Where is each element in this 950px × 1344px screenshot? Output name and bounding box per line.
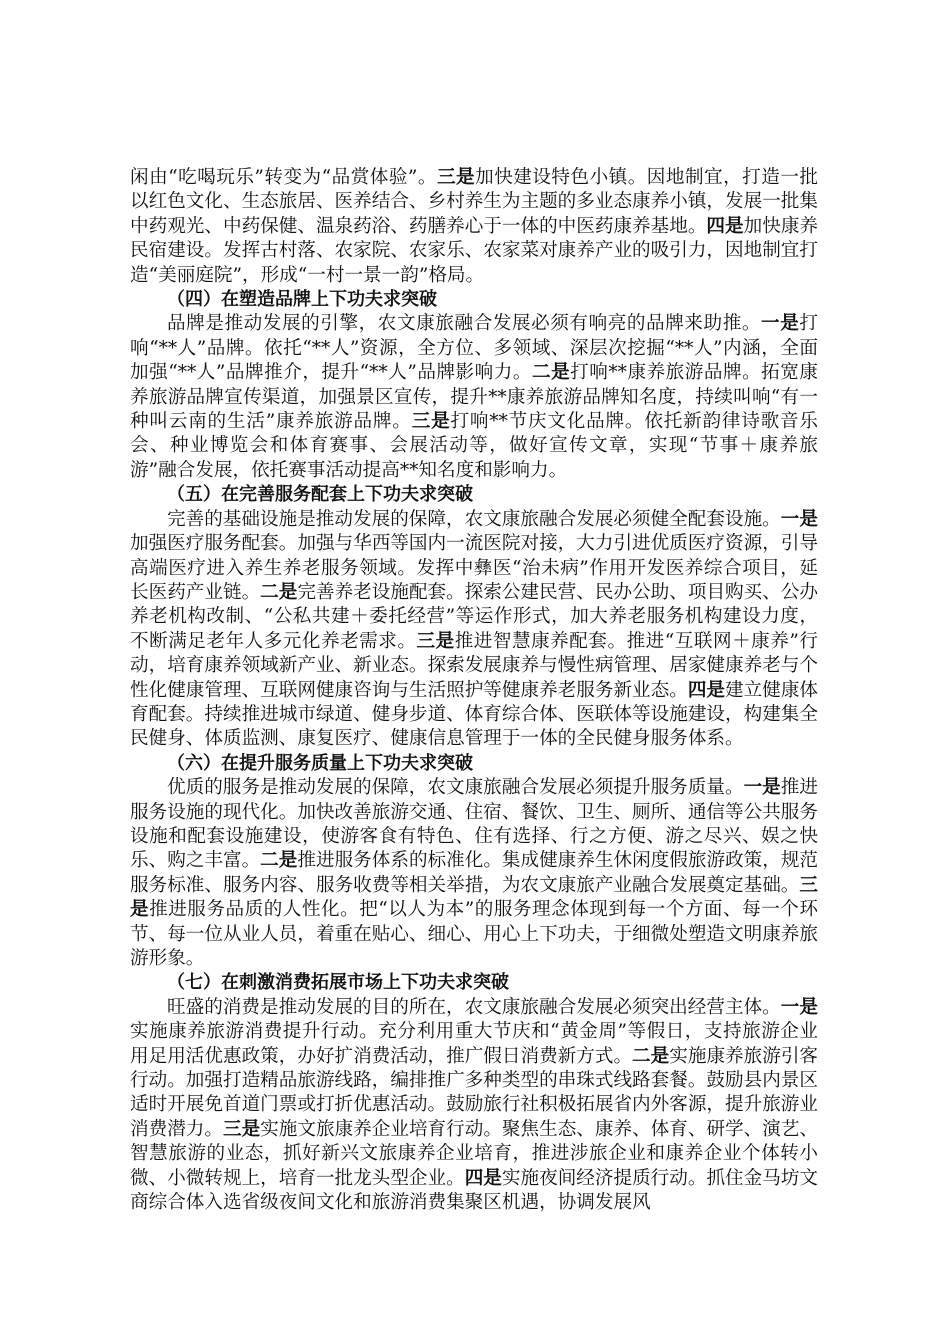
text-run: 实施文旅康养企业培育行动。聚焦生态、康养、体育、研学、演艺、智慧旅游的业态，抓好新兴文旅康养企业培育，推进涉旅企业和康养企业个体转小微、小微转规上，培育一批龙头型企业。 [130, 1118, 819, 1189]
text-run: 推进智慧康养配套。推进“互联网＋康养”行动，培育康养领域新产业、新业态。探索发展康养与慢性病管理、居家健康养老与个性化健康管理、互联网健康咨询与生活照护等健康养老服务新业态。 [130, 630, 818, 701]
section-heading: （六）在提升服务质量上下功夫求突破 [167, 752, 473, 774]
text-run: 实施康养旅游引客行动。加强打造精品旅游线路，编排推广多种类型的串珠式线路套餐。鼓励县内景区适时开展免首道门票或打折优惠活动。鼓励旅行社积极拓展省内外客源，提升旅游业消费潜力。 [130, 1045, 819, 1140]
emphasis-ordinal: 一是 [780, 996, 818, 1018]
emphasis-ordinal: 二是 [260, 581, 298, 603]
emphasis-ordinal: 一是 [761, 313, 800, 335]
text-run: 建立健康体育配套。持续推进城市绿道、健身步道、体育综合体、医联体等设施建设，构建集全民健身、体质监测、康复医疗、健康信息管理于一体的全民健身服务体系。 [130, 679, 819, 750]
text-run: 实施康养旅游消费提升行动。充分利用重大节庆和“黄金周”等假日，支持旅游企业用足用活优惠政策，办好扩消费活动，推广假日消费新方式。 [130, 1021, 818, 1067]
body-paragraph [130, 166, 818, 288]
section-heading: （七）在刺激消费拓展市场上下功夫求突破 [167, 972, 509, 994]
text-run: 推进服务品质的人性化。把“以人为本”的服务理念体现到每一个方面、每一个环节、每一位从业人员，着重在贴心、细心、用心上下功夫，于细微处塑造文明康养旅游形象。 [130, 899, 818, 969]
text-run: 推进服务体系的标准化。集成健康养生休闲度假旅游政策，规范服务标准、服务内容、服务收费等相关举措，为农文康旅产业融合发展奠定基础。 [130, 850, 819, 896]
body-paragraph [130, 776, 818, 971]
text-run: 实施夜间经济提质行动。抓住金马坊文商综合体入选省级夜间文化和旅游消费集聚区机遇，协调发展风 [130, 1167, 819, 1214]
body-paragraph [130, 508, 818, 752]
emphasis-ordinal: 四是 [687, 679, 726, 701]
emphasis-ordinal: 三是 [222, 1118, 261, 1140]
body-paragraph [130, 312, 818, 483]
emphasis-ordinal: 一是 [780, 508, 818, 530]
document-page [130, 166, 818, 1215]
text-run: 加强医疗服务配套。加强与华西等国内一流医院对接，大力引进优质医疗资源，引导高端医疗进入养生养老服务领域。发挥中彝医“治未病”作用开发医养综合项目，延长医药产业链。 [130, 533, 818, 603]
text-run: 打响**康养旅游品牌。拓宽康养旅游品牌宣传渠道，加强景区宣传，提升**康养旅游品牌知名度，持续叫响“有一种叫云南的生活”康养旅游品牌。 [130, 362, 818, 433]
text-run: 完善的基础设施是推动发展的保障，农文康旅融合发展必须健全配套设施。 [167, 508, 781, 530]
text-run: 推进服务设施的现代化。加快改善旅游交通、住宿、餐饮、卫生、厕所、通信等公共服务设施和配套设施建设，使游客食有特色、住有选择、行之方便、游之尽兴、娱之快乐、购之丰富。 [130, 777, 818, 872]
text-run: 完善养老设施配套。探索公建民营、民办公助、项目购买、公办养老机构改制、“公私共建＋委托经营”等运作形式，加大养老服务机构建设力度，不断满足老年人多元化养老需求。 [130, 581, 819, 652]
emphasis-ordinal: 三是 [436, 167, 476, 188]
text-run: 旺盛的消费是推动发展的目的所在，农文康旅融合发展必须突出经营主体。 [167, 996, 781, 1018]
emphasis-ordinal: 二是 [531, 362, 571, 384]
emphasis-ordinal: 四是 [464, 1167, 502, 1189]
body-paragraph [130, 996, 818, 1216]
section-heading: （五）在完善服务配套上下功夫求突破 [167, 484, 473, 506]
section-heading: （四）在塑造品牌上下功夫求突破 [167, 289, 437, 311]
emphasis-ordinal: 二是 [260, 850, 298, 872]
emphasis-ordinal: 三是 [130, 874, 818, 921]
text-run: 打响“**人”品牌。依托“**人”资源，全方位、多领域、深层次挖掘“**人”内涵，全面加强“**人”品牌推介，提升“**人”品牌影响力。 [130, 313, 818, 384]
emphasis-ordinal: 二是 [632, 1045, 670, 1067]
text-run: 打响**节庆文化品牌。依托新韵律诗歌音乐会、种业博览会和体育赛事、会展活动等，做好宣传文章，实现“节事＋康养旅游”融合发展，依托赛事活动提高**知名度和影响力。 [130, 411, 818, 481]
emphasis-ordinal: 三是 [416, 630, 455, 652]
text-run: 优质的服务是推动发展的保障，农文康旅融合发展必须提升服务质量。 [167, 777, 744, 799]
text-run: 闲由“吃喝玩乐”转变为“品赏体验”。 [130, 167, 437, 188]
text-run: 加快康养民宿建设。发挥古村落、农家院、农家乐、农家菜对康养产业的吸引力，因地制宜打造“美丽庭院”，形成“一村一景一韵”格局。 [130, 215, 819, 286]
emphasis-ordinal: 四是 [706, 215, 744, 237]
text-run: 品牌是推动发展的引擎，农文康旅融合发展必须有响亮的品牌来助推。 [167, 313, 762, 335]
emphasis-ordinal: 一是 [743, 777, 781, 799]
emphasis-ordinal: 三是 [411, 411, 451, 433]
text-run: 加快建设特色小镇。因地制宜，打造一批以红色文化、生态旅居、医养结合、乡村养生为主题的多业态康养小镇，发展一批集中药观光、中药保健、温泉药浴、药膳养心于一体的中医药康养基地。 [130, 167, 818, 237]
